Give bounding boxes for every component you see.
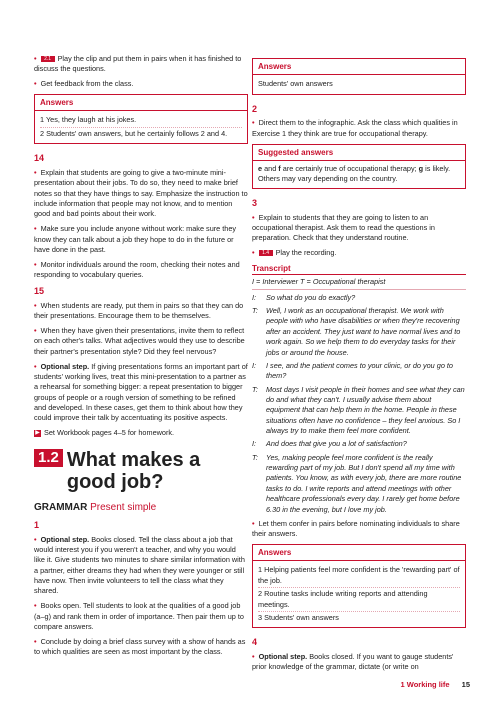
g1-bullet-2: • Books open. Tell students to look at the qualities of a good job (a–g) and rank them in order of importance. Then pair them up to compare answers. — [34, 601, 244, 631]
grammar-heading: GRAMMAR Present simple — [34, 501, 157, 513]
ex3-bullet-1: • Explain to students that they are going to listen to an occupational therapist. Ask them to read the questions in preparation. Check that they understand routine. — [252, 212, 435, 243]
answer-line: 2 Routine tasks include writing reports and attending meetings. — [258, 588, 460, 612]
page-footer — [340, 680, 470, 691]
answer-line: 1 Helping patients feel more confident is the 'rewarding part' of the job. — [258, 564, 460, 588]
g1-bullet-3: • Conclude by doing a brief class survey with a show of hands as to which qualities are seen as most important by the class. — [34, 636, 246, 657]
page-number: 15 — [461, 680, 470, 689]
answers-box-top — [252, 58, 466, 95]
transcript-key: I = Interviewer T = Occupational therapist — [252, 277, 466, 289]
answers-box-title: Answers — [253, 545, 465, 561]
transcript-line: I: So what do you do exactly? — [252, 292, 356, 302]
suggested-answers-title: Suggested answers — [253, 145, 465, 161]
exercise-number-4: 4 — [252, 637, 258, 648]
suggested-answers-text: e and f are certainly true of occupational therapy; g is likely. Others may vary depending on the country. — [258, 164, 451, 184]
ex3-bullet-3: • Let them confer in pairs before nominating individuals to share their answers. — [252, 518, 460, 539]
unit-label: 1 Working life — [400, 680, 450, 689]
right-column — [252, 58, 466, 677]
ex15-bullet-2: • When they have given their presentations, invite them to reflect on each other's talks. What adjectives would they use to describe their partner's presentation style? Did they feel nervous? — [34, 326, 245, 356]
transcript-line: T: Most days I visit people in their homes and see what they can do and what they can't. I usually advise them about equipment that can help them in the home. People in these situations often have no confidence – they feel anxious. So I always try to make them feel more confident. — [252, 384, 465, 436]
answers-box-title: Answers — [253, 59, 465, 75]
lesson-title: What makes a good job? — [66, 448, 201, 493]
workbook-note: ▶ Set Workbook pages 4–5 for homework. — [35, 428, 175, 438]
transcript — [252, 263, 466, 515]
exercise-number-3: 3 — [252, 197, 258, 208]
left-column — [34, 54, 248, 662]
transcript-line: T: Well, I work as an occupational therapist. We work with people with who have disabilities or when they're recovering after an accident. They just want to have normal lives and to work again. So we help them to do everyday tasks for their jobs or around the house. — [252, 306, 461, 357]
lesson-badge: 1.2 — [34, 449, 63, 467]
exercise-number-2: 2 — [252, 103, 258, 114]
ex3-bullet-2: • 1.4 Play the recording. — [252, 248, 337, 258]
intro-bullet-2: • Get feedback from the class. — [34, 79, 134, 89]
ex15-bullet-1: • When students are ready, put them in pairs so that they can do their presentations. Encourage them to be themselves. — [34, 300, 244, 321]
ex14-bullet-2: • Make sure you include anyone without work: make sure they know they can talk about a job they hope to do in the future or have done in the past. — [34, 224, 237, 254]
answer-line: 2 Students' own answers, but he certainly follows 2 and 4. — [40, 128, 228, 138]
ex2-bullet-1: • Direct them to the infographic. Ask the class which qualities in Exercise 1 they think are true for occupational therapy. — [252, 118, 458, 138]
answers-box-bottom — [252, 544, 466, 628]
transcript-line: I: I see, and the patient comes to your clinic, or do you go to them? — [252, 360, 453, 381]
answer-line: 1 Yes, they laugh at his jokes. — [40, 114, 242, 127]
exercise-number-14: 14 — [34, 153, 45, 164]
g1-bullet-1: • Optional step. Books closed. Tell the class about a job that would interest you if you weren't a teacher, and why you would like it. Give students two minutes to share similar information with a partner, either dreams they had when they were younger or still have now. Then invite volunteers to tell the class what they shared. — [34, 534, 245, 596]
transcript-line: T: Yes, making people feel more confident is the really rewarding part of my job. But I don't spend all my time with patients. You know, as with every job, there are more routine tasks to do. I write reports and attend meetings with other healthcare professionals every day. I rarely get home before 6.30 in the evening, but I love my job. — [252, 452, 462, 514]
answers-box-1 — [34, 94, 248, 144]
answer-line: Students' own answers — [258, 79, 333, 89]
exercise-number-1: 1 — [34, 519, 40, 530]
audio-play-icon[interactable]: 1.4 — [259, 250, 273, 256]
ex14-bullet-1: • Explain that students are going to give a two-minute mini-presentation about their jobs. To do so, they need to make brief notes so that they have things to say. Emphasize the instruction to include information that people may not know, and to mention good and bad points about their work. — [34, 167, 248, 219]
ex4-bullet-1: • Optional step. Books closed. If you want to gauge students' prior knowledge of the grammar, dictate (or write on — [252, 652, 454, 672]
suggested-answers-box — [252, 144, 466, 189]
video-play-icon[interactable]: 2.1 — [41, 56, 55, 62]
transcript-line: I: And does that give you a lot of satisfaction? — [252, 439, 407, 449]
lesson-heading — [34, 449, 248, 493]
ex14-bullet-3: • Monitor individuals around the room, checking their notes and responding to vocabulary queries. — [34, 259, 240, 280]
ex15-bullet-3: • Optional step. If giving presentations forms an important part of students' working lives, treat this mini-presentation to a partner as a rehearsal for something bigger: a repeat presentation to bigger groups of people or a rough version of something to be refined and developed. In these cases, get them to think about how they could improve their talk by accentuating its positive aspects. — [34, 361, 248, 423]
intro-bullet-1: • 2.1 Play the clip and put them in pairs when it has finished to discuss the questions. — [34, 54, 242, 74]
arrow-right-icon: ▶ — [35, 429, 40, 436]
answers-box-title: Answers — [35, 95, 247, 111]
transcript-title: Transcript — [252, 263, 466, 275]
exercise-number-15: 15 — [34, 286, 45, 297]
answer-line: 3 Students' own answers — [258, 612, 339, 622]
